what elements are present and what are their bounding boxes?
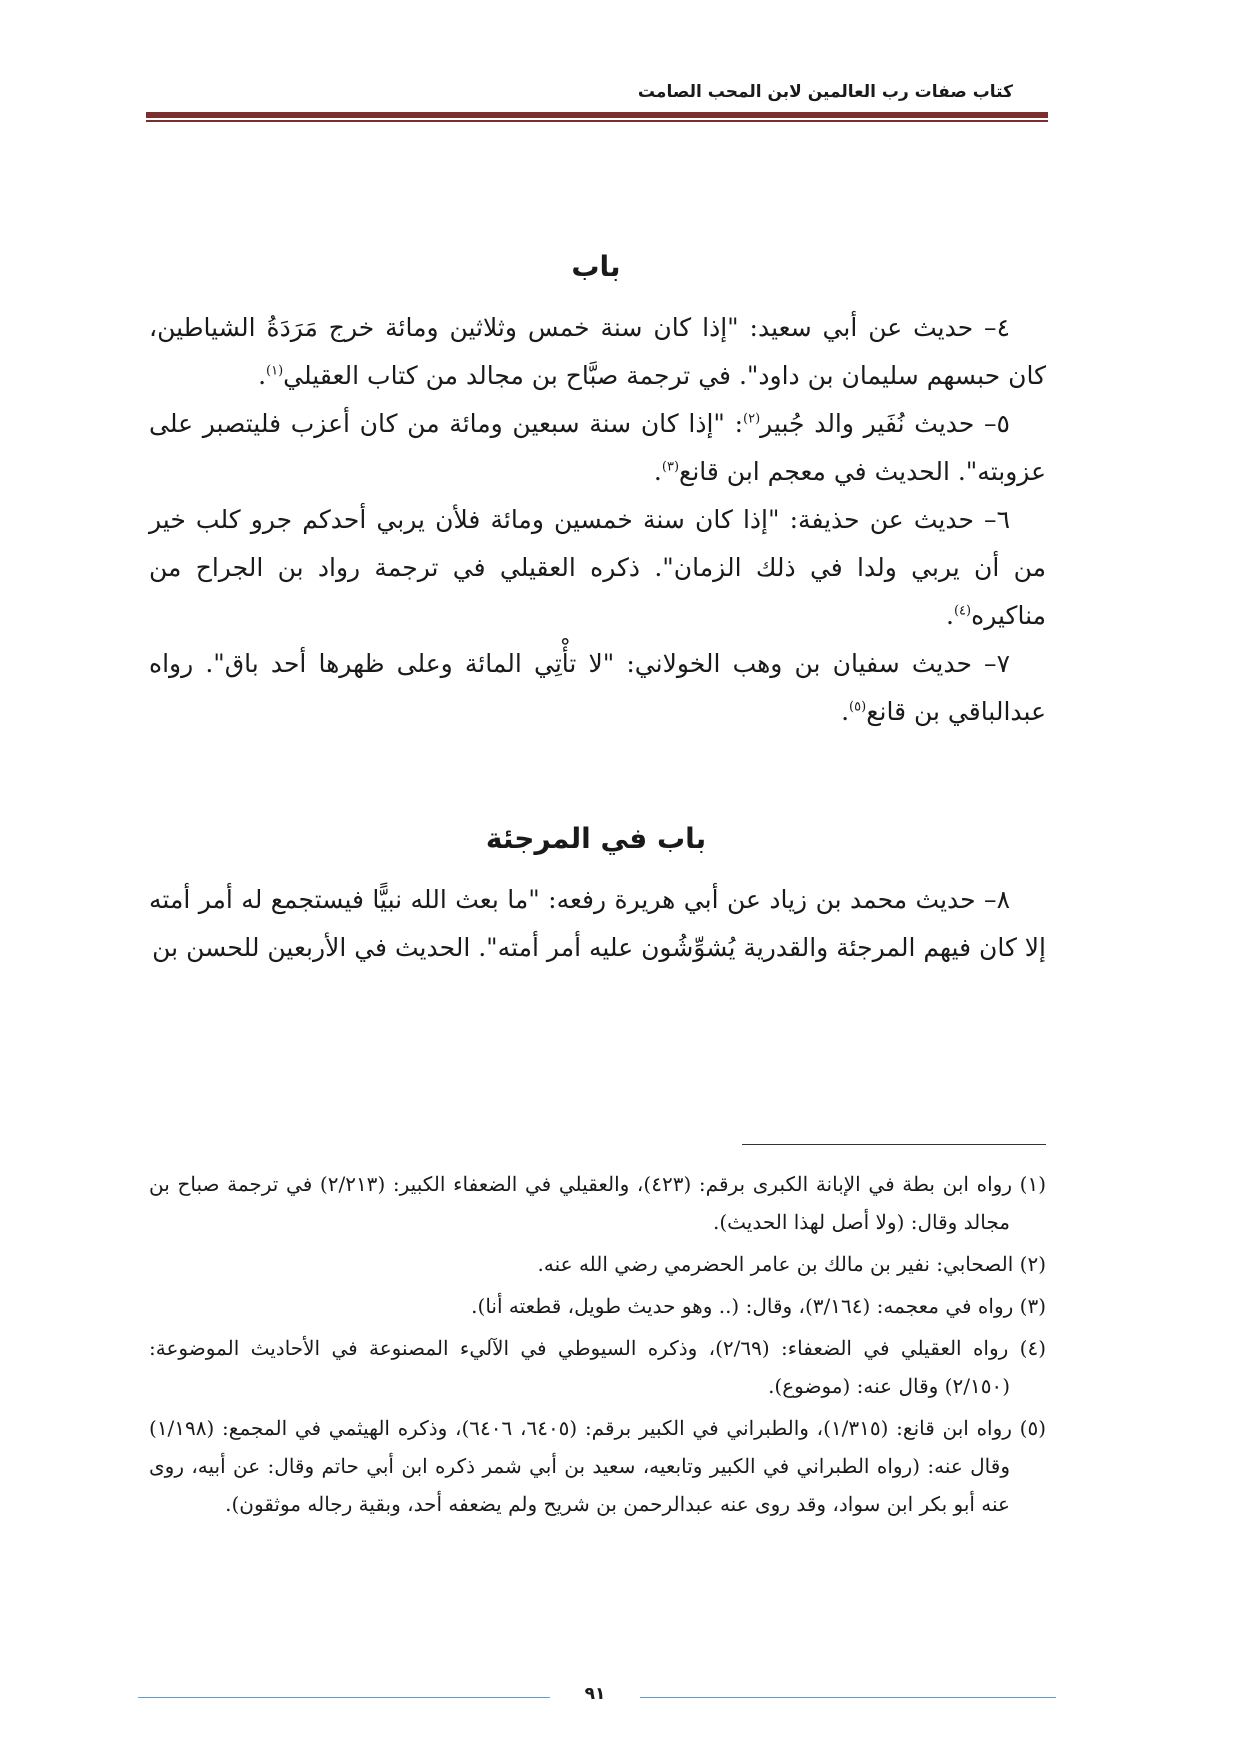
running-header-title: كتاب صفات رب العالمين لابن المحب الصامت: [637, 82, 1013, 102]
footnote-divider: [742, 1144, 1046, 1145]
footnote: (١) رواه ابن بطة في الإبانة الكبرى برقم: (٤٢٣)، والعقيلي في الضعفاء الكبير: (٢/٢١٣) في ترجمة صباح بن مجالد وقال: (ولا أصل لهذا الحديث).: [149, 1172, 1047, 1234]
footnote-ref[interactable]: (٣): [661, 459, 680, 475]
section-body: [149, 304, 1046, 736]
page-number: ٩١: [584, 1684, 606, 1704]
section-heading: باب في المرجئة: [485, 822, 707, 855]
footnote: (٢) الصحابي: نفير بن مالك بن عامر الحضرمي رضي الله عنه.: [537, 1252, 1046, 1276]
footnote-ref[interactable]: (٤): [953, 603, 972, 619]
footer-rule: [640, 1697, 1056, 1698]
footnotes: [149, 1165, 1046, 1527]
footnote-ref[interactable]: (٢): [743, 411, 761, 427]
hadith-paragraph: ٨– حديث محمد بن زياد عن أبي هريرة رفعه: "ما بعث الله نبيًّا فيستجمع له أمر أمته إلا كان فيهم المرجئة والقدرية يُشوِّشُون عليه أمر أمته". الحديث في الأربعين للحسن بن: [149, 885, 1046, 962]
footnote-ref[interactable]: (٥): [849, 699, 867, 715]
section-heading: باب: [571, 250, 621, 283]
footnote: (٤) رواه العقيلي في الضعفاء: (٢/٦٩)، وذكره السيوطي في الآليء المصنوعة في الأحاديث الموضوعة: (٢/١٥٠) وقال عنه: (موضوع).: [149, 1336, 1046, 1398]
hadith-paragraph: ٥– حديث نُفَير والد جُبير$^{(٢)}$: "إذا كان سنة سبعين ومائة من كان أعزب فليتصبر على عزوبته". الحديث في معجم ابن قانع$^{(٣)}$.: [149, 409, 1046, 486]
footnote: (٥) رواه ابن قانع: (١/٣١٥)، والطبراني في الكبير برقم: (٦٤٠٥، ٦٤٠٦)، وذكره الهيثمي في المجمع: (١/١٩٨) وقال عنه: (رواه الطبراني في الكبير وتابعيه، سعيد بن أبي شمر ذكره ابن أبي حاتم وقال: عن أبيه، روى عنه أبو بكر ابن سواد، وقد روى عنه عبدالرحمن بن شريح ولم يضعفه أحد، وبقية رجاله موثقون).: [149, 1416, 1047, 1516]
footnote-ref[interactable]: (١): [266, 363, 284, 379]
header-rule-thin: [146, 120, 1048, 122]
hadith-paragraph: ٦– حديث عن حذيفة: "إذا كان سنة خمسين ومائة فلأن يربي أحدكم جرو كلب خير من أن يربي ولدا في ذلك الزمان". ذكره العقيلي في ترجمة رواد بن الجراح من مناكيره$^{(٤)}$.: [149, 505, 1046, 630]
section-body: [149, 876, 1046, 972]
footnote: (٣) رواه في معجمه: (٣/١٦٤)، وقال: (.. وهو حديث طويل، قطعته أنا).: [471, 1294, 1046, 1318]
footer-rule: [138, 1697, 550, 1698]
hadith-paragraph: ٧– حديث سفيان بن وهب الخولاني: "لا تأْتِي المائة وعلى ظهرها أحد باق". رواه عبدالباقي بن قانع$^{(٥)}$.: [149, 649, 1046, 726]
hadith-paragraph: ٤– حديث عن أبي سعيد: "إذا كان سنة خمس وثلاثين ومائة خرج مَرَدَةُ الشياطين، كان حبسهم سليمان بن داود". في ترجمة صبَّاح بن مجالد من كتاب العقيلي$^{(١)}$.: [149, 313, 1046, 390]
header-rule: [146, 112, 1048, 118]
